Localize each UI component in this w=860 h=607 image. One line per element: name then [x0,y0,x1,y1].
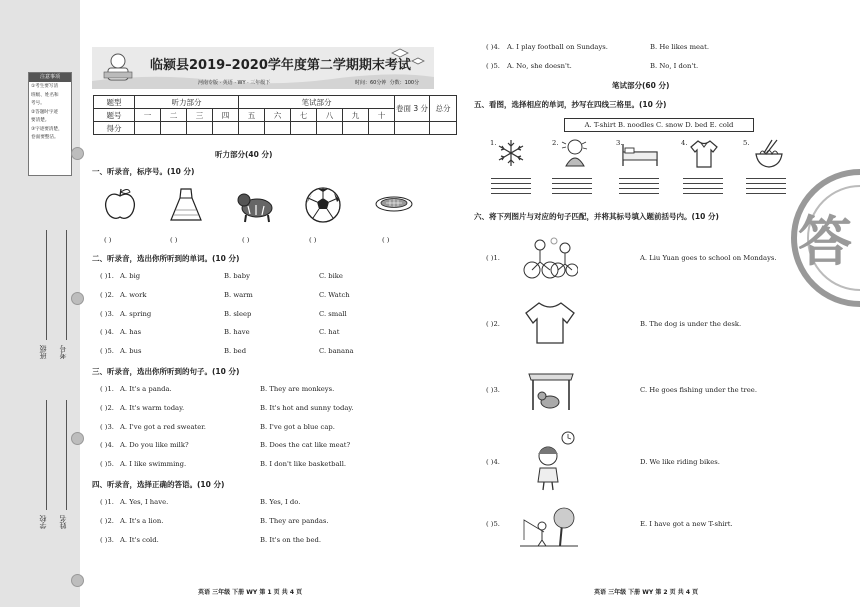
question-number-cell: 七 [291,109,317,122]
question-number-cell: 六 [265,109,291,122]
answer-bracket[interactable]: ( )3. [100,422,114,431]
reply-option-a: A. I play football on Sundays. [507,43,608,51]
score-cell[interactable] [369,122,395,135]
writing-lines[interactable] [619,178,659,198]
score-row-label: 题号 [94,109,135,122]
match-sentence: E. I have got a new T-shirt. [640,520,733,528]
dog-under-desk-icon [526,366,576,412]
reply-option-b: B. It's on the bed. [260,536,322,544]
name-line [66,400,67,510]
match-sentence: D. We like riding bikes. [640,458,720,466]
question-number-cell: 一 [135,109,161,122]
notice-line: 考号。 [31,101,45,106]
reply-option-b: B. He likes meat. [650,43,709,51]
tshirt-icon [688,138,720,170]
page-footer-right: 英语 三年级 下册 WY 第 2 页 共 4 页 [594,589,699,596]
bed-icon [620,140,660,168]
score-row-label: 得分 [94,122,135,135]
binding-hole [71,292,84,305]
neatness-cell: 卷面 3 分 [395,96,430,122]
word-option-c: C. small [319,309,347,318]
reply-option-a: A. No, she doesn't. [507,62,572,70]
question-number-cell: 十 [369,109,395,122]
writing-lines[interactable] [552,178,592,198]
question-number-cell: 八 [317,109,343,122]
answer-bracket[interactable]: ( )5. [486,62,500,70]
answer-bracket[interactable]: ( )5. [100,347,114,356]
section-2-title: 二、听录音，选出你所听到的单词。(10 分) [92,254,240,263]
answer-bracket[interactable]: ( )2. [486,320,500,328]
answer-bracket[interactable]: ( ) [382,236,390,244]
word-option-c: C. bike [319,272,343,280]
answer-bracket[interactable]: ( )3. [100,309,114,318]
sentence-option-a: A. I've got a red sweater. [120,422,206,431]
writing-lines[interactable] [491,178,531,198]
notice-line: 要清楚。 [31,118,50,123]
score-cell[interactable] [213,122,239,135]
sentence-option-b: B. Does the cat like meat? [260,441,351,450]
picture-number: 3. [616,139,623,147]
exam-time-info [355,79,419,86]
written-header: 笔试部分(60 分) [612,81,670,90]
reply-option-a: A. It's cold. [120,536,159,544]
section-3-title: 三、听录音，选出你所听到的句子。(10 分) [92,367,240,376]
word-option-b: B. baby [224,272,250,280]
score-cell[interactable] [239,122,265,135]
answer-bracket[interactable]: ( ) [104,236,112,244]
sentence-option-b: B. I've got a blue cap. [260,422,335,431]
score-cell[interactable] [291,122,317,135]
section-6-title: 六、将下列图片与对应的句子匹配，并将其标号填入题前括号内。(10 分) [474,212,719,221]
class-field-label: 班级 [39,345,47,359]
score-table [93,95,457,135]
binding-strip [0,0,80,607]
answer-bracket[interactable]: ( )4. [486,43,500,51]
answer-bracket[interactable]: ( )1. [486,254,500,262]
riding-bikes-icon [520,236,578,280]
football-icon [304,186,342,224]
reply-option-b: B. No, I don't. [650,62,699,70]
school-field-label: 学校 [39,515,47,529]
answer-bracket[interactable]: ( )5. [486,520,500,528]
fishing-under-tree-icon [520,506,578,548]
word-option-a: A. bus [120,347,142,356]
stamp-seal-icon [782,168,860,308]
score-cell[interactable] [161,122,187,135]
sentence-option-a: A. It's a panda. [120,385,172,393]
question-number-cell: 四 [213,109,239,122]
answer-bracket[interactable]: ( )2. [100,403,114,412]
question-number-cell: 九 [343,109,369,122]
exam-title: 临颍县2019–2020学年度第二学期期末考试 [150,58,411,73]
cold-child-icon [558,136,592,170]
word-option-a: A. work [120,290,147,299]
tiger-icon [236,190,276,224]
reply-option-b: B. They are pandas. [260,517,329,525]
notice-line: 班级、姓名和 [31,92,59,98]
answer-bracket[interactable]: ( ) [242,236,250,244]
section-4-title: 四、听录音，选择正确的答语。(10 分) [92,480,225,489]
score-cell[interactable] [395,122,430,135]
listening-header: 听力部分(40 分) [215,150,273,159]
answer-bracket[interactable]: ( )1. [100,272,114,280]
notice-line: ②答题时字迹 [31,109,59,115]
exam-subtitle: 河南专版 · 英语 · WY · 三年级下 [198,80,271,86]
notice-line: ①考生要写清 [31,84,59,89]
tshirt-picture-icon [523,300,577,346]
dress-icon [168,186,204,224]
score-cell[interactable] [430,122,457,135]
apple-icon [102,186,138,222]
child-school-icon [524,430,578,492]
answer-bracket[interactable]: ( )3. [100,536,114,544]
writing-part-cell: 笔试部分 [239,96,395,109]
score-cell[interactable] [187,122,213,135]
question-number-cell: 三 [187,109,213,122]
snowflake-icon [496,138,526,168]
picture-number: 5. [743,139,750,147]
name-field-label: 姓名 [59,515,67,529]
noodles-icon [752,138,786,170]
word-bank: A. T-shirt B. noodles C. snow D. bed E. cold [564,118,754,132]
question-number-cell: 二 [161,109,187,122]
question-number-cell: 五 [239,109,265,122]
section-5-title: 五、看图，选择相应的单词，抄写在四线三格里。(10 分) [474,100,667,109]
answer-bracket[interactable]: ( ) [309,236,317,244]
sentence-option-b: B. I don't like basketball. [260,460,347,469]
binding-hole [71,574,84,587]
answer-bracket[interactable]: ( )2. [100,517,114,525]
total-cell: 总分 [430,96,457,122]
score-cell[interactable] [343,122,369,135]
match-sentence: A. Liu Yuan goes to school on Mondays. [640,254,777,262]
school-line [46,400,47,510]
picture-number: 4. [681,139,688,147]
notice-title: 注意事项 [29,73,71,82]
number-field-label: 考号 [59,345,67,359]
sentence-option-a: A. Do you like milk? [120,441,189,450]
fish-icon [374,193,414,213]
word-option-a: A. big [120,272,141,280]
writing-lines[interactable] [746,178,786,198]
svg-text:答: 答 [798,210,852,273]
match-sentence: C. He goes fishing under the tree. [640,386,757,394]
section-1-title: 一、听录音，标序号。(10 分) [92,167,195,176]
score-cell[interactable] [317,122,343,135]
word-option-a: A. has [120,328,142,337]
reply-option-a: A. Yes, I have. [120,498,169,506]
reply-option-a: A. It's a lion. [120,517,164,525]
notice-line: ③字迹要清楚， [31,126,63,132]
word-option-c: C. hat [319,328,340,337]
answer-bracket[interactable]: ( )1. [100,498,114,506]
exam-time: 时间：60分钟 [355,80,387,86]
answer-bracket[interactable]: ( )5. [100,460,114,469]
sentence-option-b: B. It's hot and sunny today. [260,403,354,412]
word-option-b: B. have [224,328,250,337]
word-option-c: C. Watch [319,290,350,299]
reply-option-b: B. Yes, I do. [260,498,301,506]
binding-hole [71,432,84,445]
answer-bracket[interactable]: ( )4. [100,328,114,337]
word-option-c: C. banana [319,347,354,356]
notice-box [28,72,72,176]
exam-full-score: 分数：100分 [389,80,420,86]
answer-bracket[interactable]: ( )4. [100,441,114,450]
picture-number: 1. [490,139,497,147]
sentence-option-a: A. I like swimming. [120,460,187,469]
score-cell[interactable] [265,122,291,135]
sentence-option-a: A. It's warm today. [120,403,185,412]
listening-part-cell: 听力部分 [135,96,239,109]
writing-lines[interactable] [683,178,723,198]
score-cell[interactable] [135,122,161,135]
page-footer-left: 英语 三年级 下册 WY 第 1 页 共 4 页 [198,589,303,596]
score-row-label: 题型 [94,96,135,109]
notice-line: 卷面要整洁。 [31,135,59,140]
word-option-a: A. spring [120,309,152,318]
sentence-option-b: B. They are monkeys. [260,385,335,393]
word-option-b: B. sleep [224,309,252,318]
class-line [46,230,47,340]
answer-bracket[interactable]: ( )3. [486,386,500,394]
answer-bracket[interactable]: ( )2. [100,290,114,299]
number-line [66,230,67,340]
answer-bracket[interactable]: ( )1. [100,385,114,393]
answer-bracket[interactable]: ( ) [170,236,178,244]
match-sentence: B. The dog is under the desk. [640,320,742,328]
answer-bracket[interactable]: ( )4. [486,458,500,466]
binding-hole [71,147,84,160]
picture-number: 2. [552,139,559,147]
word-option-b: B. warm [224,290,253,299]
word-option-b: B. bed [224,347,247,356]
